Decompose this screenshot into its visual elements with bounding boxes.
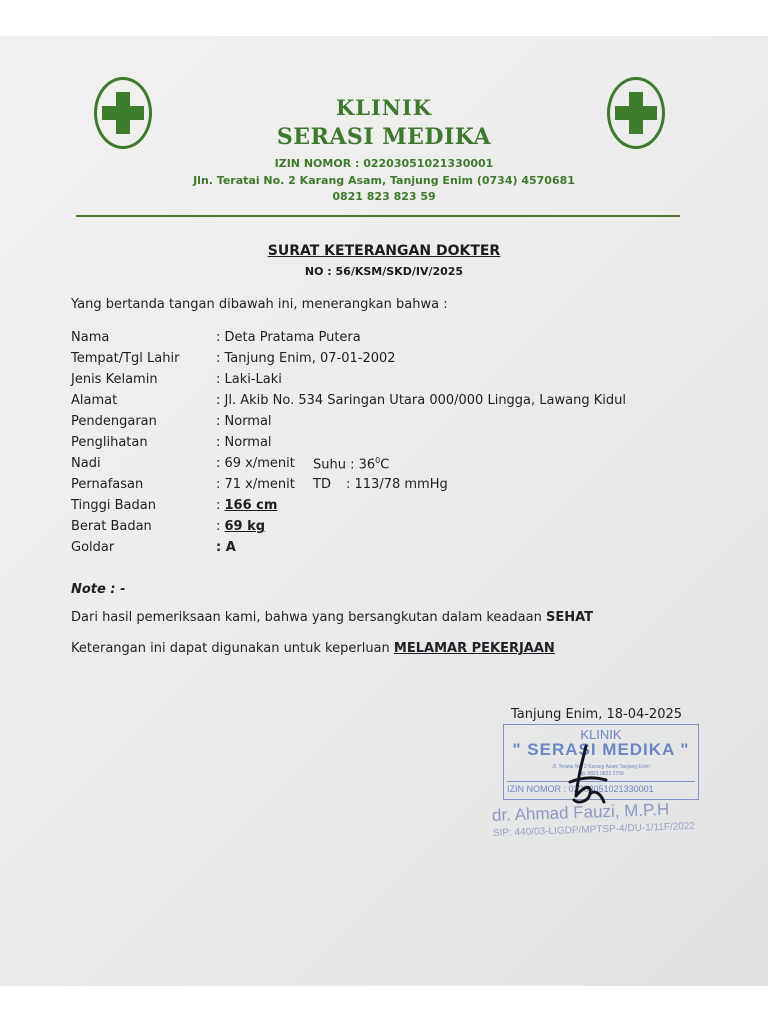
stamp-license: IZIN NOMOR : 02203051021330001 [507, 781, 695, 794]
document-title: SURAT KETERANGAN DOKTER [267, 243, 501, 259]
result-status: SEHAT [545, 610, 594, 625]
field-value: : 69 x/menit [216, 456, 295, 471]
field-label: Nadi [71, 456, 101, 471]
field-label: Pendengaran [71, 414, 157, 429]
field-value: : 71 x/menit [216, 477, 295, 492]
signature-mark [560, 742, 620, 808]
stamp-address: Jl. Teratai No. 2 Karang Asam Tanjung Enim [552, 764, 650, 770]
field-value: : Deta Pratama Putera [216, 330, 361, 345]
field-label: Tinggi Badan [71, 498, 156, 513]
place-date: Tanjung Enim, 18-04-2025 [511, 707, 683, 722]
clinic-name: SERASI MEDIKA [276, 124, 492, 150]
field-value: : Tanjung Enim, 07-01-2002 [216, 351, 396, 366]
clinic-license: IZIN NOMOR : 02203051021330001 [274, 157, 494, 170]
suhu-value: Suhu : $36^0C$ [313, 456, 390, 473]
field-label: Berat Badan [71, 519, 152, 534]
field-label: Tempat/Tgl Lahir [71, 351, 180, 366]
stamp-line: KLINIK [580, 727, 622, 742]
stamp-phone: Hp. 0821 0823 2759 [578, 771, 624, 777]
field-label: Pernafasan [71, 477, 144, 492]
td-label: TD [313, 477, 331, 492]
field-value-wrap: : 166 cm [216, 498, 278, 513]
field-label: Penglihatan [71, 435, 148, 450]
field-value: : Normal [216, 435, 272, 450]
field-value: 166 cm [224, 498, 278, 513]
doctor-sip: SIP: 440/03-LIGDP/MPTSP-4/DU-1/11F/2022 [492, 820, 696, 839]
field-value: : Normal [216, 414, 272, 429]
intro-text: Yang bertanda tangan dibawah ini, menerangkan bahwa : [71, 297, 448, 312]
clinic-word: KLINIK [335, 95, 433, 120]
field-value: 69 kg [224, 519, 266, 534]
purpose-statement: Keterangan ini dapat digunakan untuk keperluan MELAMAR PEKERJAAN [71, 641, 555, 656]
purpose-value: MELAMAR PEKERJAAN [393, 641, 555, 656]
note: Note : - [71, 582, 126, 597]
field-label: Nama [71, 330, 110, 345]
clinic-address: Jln. Teratai No. 2 Karang Asam, Tanjung Enim (0734) 4570681 [193, 174, 575, 187]
field-label: Goldar [71, 540, 115, 555]
header-divider [76, 215, 680, 217]
field-value: : Jl. Akib No. 534 Saringan Utara 000/000 Lingga, Lawang Kidul [216, 393, 626, 408]
stamp-clinic-name: " SERASI MEDIKA " [512, 740, 690, 759]
field-value-wrap: : 69 kg [216, 519, 266, 534]
field-value: : A [216, 540, 236, 555]
doctor-name: dr. Ahmad Fauzi, M.P.H [491, 799, 670, 825]
td-value: : 113/78 mmHg [346, 477, 448, 492]
clinic-phone: 0821 823 823 59 [332, 190, 436, 203]
field-value: : Laki-Laki [216, 372, 282, 387]
document-number: NO : 56/KSM/SKD/IV/2025 [304, 265, 464, 278]
result-statement: Dari hasil pemeriksaan kami, bahwa yang bersangkutan dalam keadaan SEHAT [71, 610, 594, 625]
field-label: Jenis Kelamin [71, 372, 158, 387]
field-label: Alamat [71, 393, 118, 408]
